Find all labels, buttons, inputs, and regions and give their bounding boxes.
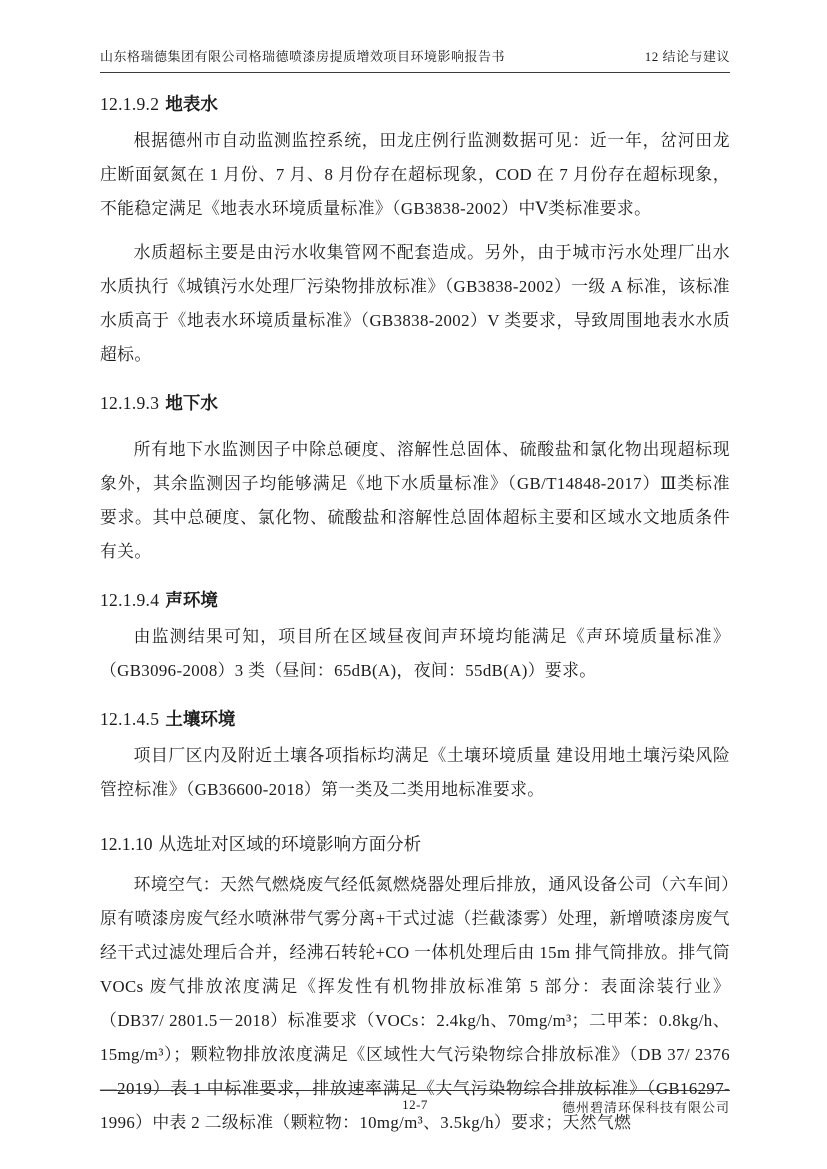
heading-number: 12.1.9.3 xyxy=(100,393,160,413)
heading-number: 12.1.10 xyxy=(100,834,153,854)
heading-number: 12.1.9.4 xyxy=(100,590,160,610)
body-paragraph: 根据德州市自动监测监控系统，田龙庄例行监测数据可见：近一年，岔河田龙庄断面氨氮在 1 月份、7 月、8 月份存在超标现象，COD 在 7 月份存在超标现象，不能稳定满足《地表水环境质量标准》（GB3838-2002）中Ⅴ类标准要求。 xyxy=(100,131,730,218)
heading-title: 土壤环境 xyxy=(165,709,236,729)
document-body xyxy=(100,91,730,1140)
body-paragraph: 所有地下水监测因子中除总硬度、溶解性总固体、硫酸盐和氯化物出现超标现象外，其余监测因子均能够满足《地下水质量标准》（GB/T14848-2017）Ⅲ类标准要求。其中总硬度、氯化物、硫酸盐和溶解性总固体超标主要和区域水文地质条件有关。 xyxy=(100,440,730,561)
page-number: 12-7 xyxy=(402,1097,428,1112)
heading-title: 声环境 xyxy=(165,590,218,610)
heading-number: 12.1.4.5 xyxy=(100,709,160,729)
page-header xyxy=(100,46,730,73)
page-footer xyxy=(100,1090,730,1119)
header-chapter-label: 12 结论与建议 xyxy=(644,49,730,64)
body-paragraph: 项目厂区内及附近土壤各项指标均满足《土壤环境质量 建设用地土壤污染风险管控标准》（GB36600-2018）第一类及二类用地标准要求。 xyxy=(100,746,730,799)
section-heading-soil-environment xyxy=(100,706,730,731)
section-heading-groundwater xyxy=(100,390,730,415)
body-paragraph: 由监测结果可知，项目所在区域昼夜间声环境均能满足《声环境质量标准》（GB3096-2008）3 类（昼间：65dB(A)，夜间：55dB(A)）要求。 xyxy=(100,627,730,680)
heading-number: 12.1.9.2 xyxy=(100,94,160,114)
footer-company-name: 德州碧清环保科技有限公司 xyxy=(561,1100,730,1115)
heading-title: 地表水 xyxy=(165,94,218,114)
section-heading-site-selection-analysis xyxy=(100,831,730,856)
section-heading-surface-water xyxy=(100,91,730,116)
body-paragraph: 水质超标主要是由污水收集管网不配套造成。另外，由于城市污水处理厂出水水质执行《城镇污水处理厂污染物排放标准》（GB3838-2002）一级 A 标准，该标准水质高于《地表水环境质量标准》（GB3838-2002）V 类要求，导致周围地表水水质超标。 xyxy=(100,243,730,364)
section-heading-acoustic-environment xyxy=(100,587,730,612)
heading-title: 从选址对区域的环境影响方面分析 xyxy=(158,834,422,854)
heading-title: 地下水 xyxy=(165,393,218,413)
body-paragraph: 环境空气：天然气燃烧废气经低氮燃烧器处理后排放，通风设备公司（六车间）原有喷漆房废气经水喷淋带气雾分离+干式过滤（拦截漆雾）处理，新增喷漆房废气经干式过滤处理后合并，经沸石转轮+CO 一体机处理后由 15m 排气筒排放。排气筒 VOCs 废气排放浓度满足《挥发性有机物排放标准第 5 部分：表面涂装行业》（DB37/ 2801.5－2018）标准要求（VOCs：2.4kg/h、70mg/m³；二甲苯：0.8kg/h、15mg/m³）；颗粒物排放浓度满足《区域性大气污染物综合排放标准》（DB 37/ 2376—2019）表 1 中标准要求，排放速率满足《大气污染物综合排放标准》（GB16297-1996）中表 2 二级标准（颗粒物：10mg/m³、3.5kg/h）要求；天然气燃 xyxy=(100,875,730,1132)
header-report-title: 山东格瑞德集团有限公司格瑞德喷漆房提质增效项目环境影响报告书 xyxy=(100,49,506,64)
